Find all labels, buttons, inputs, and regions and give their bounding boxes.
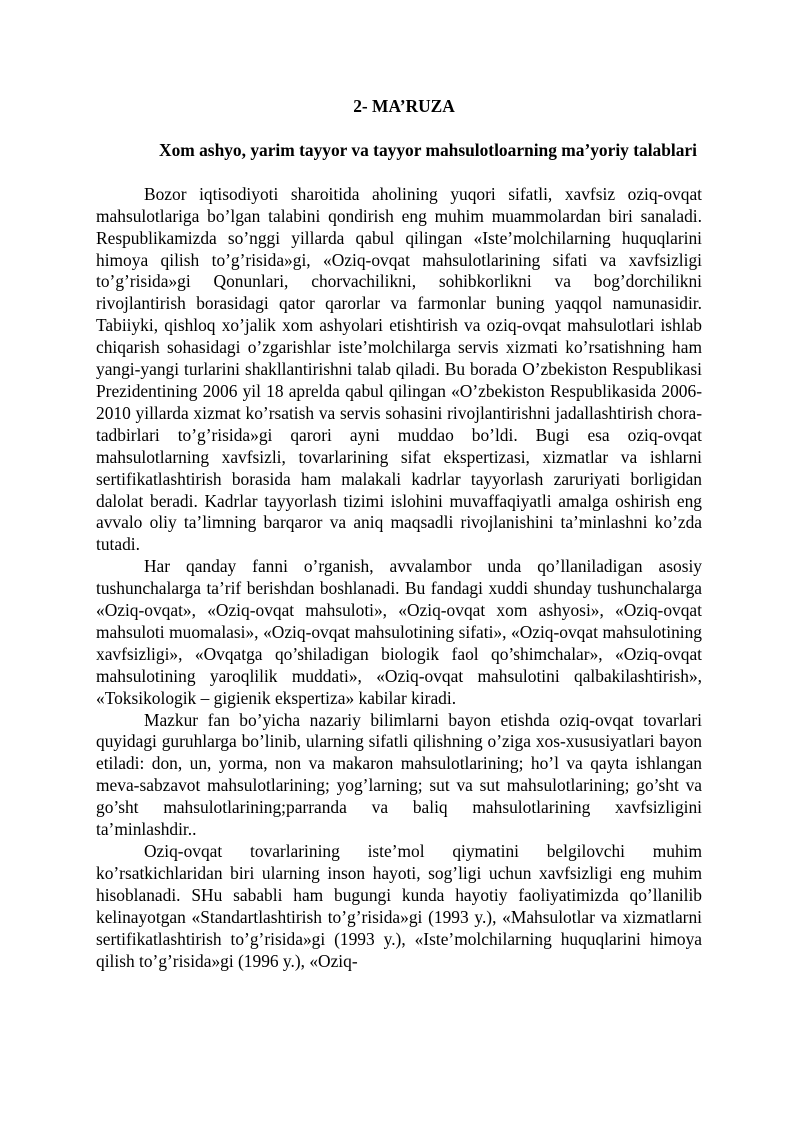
lecture-number-heading: 2- MA’RUZA bbox=[353, 96, 455, 116]
document-page bbox=[96, 96, 702, 972]
paragraph-2: Har qanday fanni o’rganish, avvalambor unda qo’llaniladigan asosiy tushunchalarga ta’rif berishdan boshlanadi. Bu fandagi xuddi shunday tushunchalarga «Oziq-ovqat», «Oziq-ovqat mahsuloti», «Oziq-ovqat xom ashyosi», «Oziq-ovqat mahsuloti muomalasi», «Oziq-ovqat mahsulotining sifati», «Oziq-ovqat mahsulotining xavfsizligi», «Ovqatga qo’shiladigan biologik faol qo’shimchalar», «Oziq-ovqat mahsulotining yaroqlilik muddati», «Oziq-ovqat mahsulotini qalbakilashtirish», «Toksikologik – gigienik ekspertiza» kabilar kiradi. bbox=[96, 556, 702, 708]
lecture-title: Xom ashyo, yarim tayyor va tayyor mahsulotloarning ma’yoriy talablari bbox=[159, 139, 697, 160]
paragraph-1: Bozor iqtisodiyoti sharoitida aholining yuqori sifatli, xavfsiz oziq-ovqat mahsulotlariga bo’lgan talabini qondirish eng muhim muammolardan biri sanaladi. Respublikamizda so’nggi yillarda qabul qilingan «Iste’molchilarning huquqlarini himoya qilish to’g’risida»gi, «Oziq-ovqat mahsulotlarining sifati va xavfsizligi to’g’risida»gi Qonunlari, chorvachilikni, sohibkorlikni va bog’dorchilikni rivojlantirish borasidagi qator qarorlar va farmonlar buning yaqqol namunasidir. Tabiiyki, qishloq xo’jalik xom ashyolari etishtirish va oziq-ovqat mahsulotlari ishlab chiqarish sohasidagi o’zgarishlar iste’molchilarga servis xizmati ko’rsatishning ham yangi-yangi turlarini shakllantirishni talab qiladi. Bu borada O’zbekiston Respublikasi Prezidentining 2006 yil 18 aprelda qabul qilingan «O’zbekiston Respublikasida 2006-2010 yillarda xizmat ko’rsatish va servis sohasini rivojlantirishni jadallashtirish chora-tadbirlari to’g’risida»gi qarori ayni muddao bo’ldi. Bugi esa oziq-ovqat mahsulotlarning xavfsizli, tovarlarining sifat ekspertizasi, xizmatlar va ishlarni sertifikatlashtirish borasida ham malakali kadrlar tayyorlash zaruriyati borligidan dalolat beradi. Kadrlar tayyorlash tizimi islohini muvaffaqiyatli amalga oshirish eng avvalo oliy ta’limning barqaror va aniq maqsadli rivojlanishini ta’minlashni ko’zda tutadi. bbox=[96, 183, 702, 555]
paragraph-3: Mazkur fan bo’yicha nazariy bilimlarni bayon etishda oziq-ovqat tovarlari quyidagi guruhlarga bo’linib, ularning sifatli qilishning o’ziga xos-xususiyatlari bayon etiladi: don, un, yorma, non va makaron mahsulotlarining; ho’l va qayta ishlangan meva-sabzavot mahsulotlarining; yog’larning; sut va sut mahsulotlarining; go’sht va go’sht mahsulotlarining;parranda va baliq mahsulotlarining xavfsizligini ta’minlashdir.. bbox=[96, 709, 702, 840]
paragraph-4: Oziq-ovqat tovarlarining iste’mol qiymatini belgilovchi muhim ko’rsatkichlaridan biri ularning inson hayoti, sog’ligi uchun xavfsizligi eng muhim hisoblanadi. SHu sababli ham bugungi kunda hayotiy faoliyatimizda qo’llanilib kelinayotgan «Standartlashtirish to’g’risida»gi (1993 y.), «Mahsulotlar va xizmatlarni sertifikatlashtirish to’g’risida»gi (1993 y.), «Iste’molchilarning huquqlarini himoya qilish to’g’risida»gi (1996 y.), «Oziq- bbox=[96, 841, 702, 971]
